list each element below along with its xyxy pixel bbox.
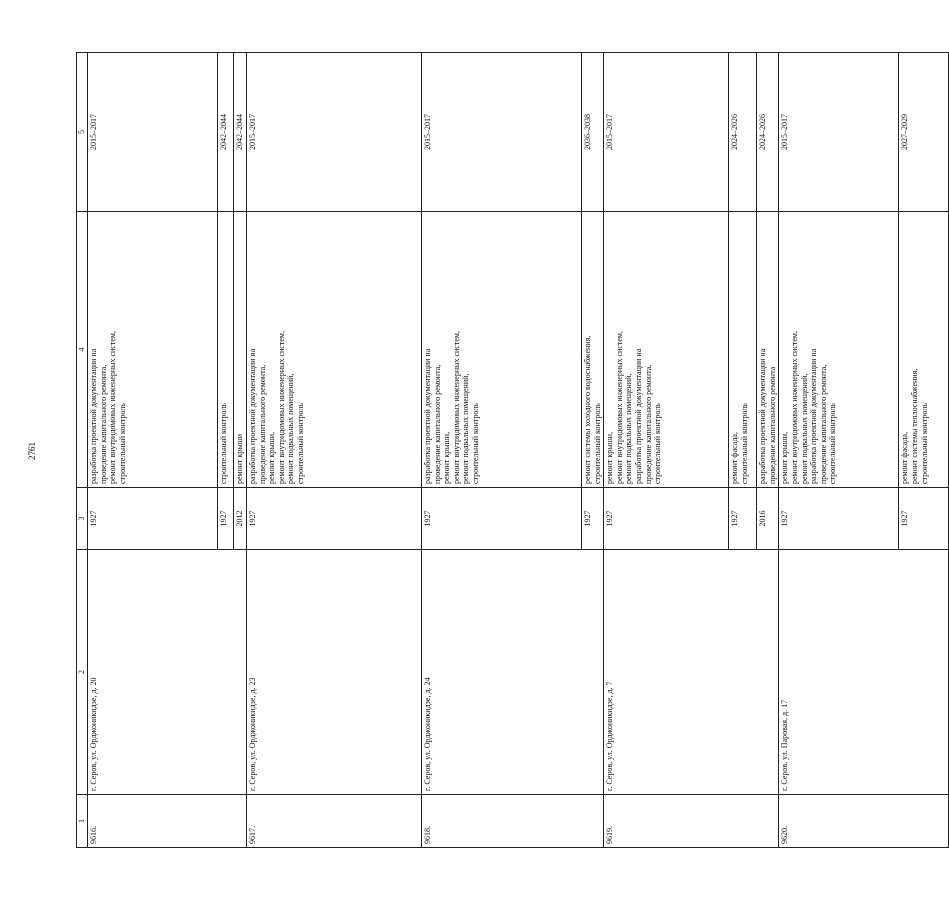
entry-year: 1927	[899, 488, 949, 550]
work-item: ремонт крыши,	[267, 431, 277, 484]
work-item: строительный контроль	[592, 403, 602, 484]
entry-period: 2015–2017	[779, 53, 899, 212]
table-row	[604, 53, 729, 848]
entry-works	[247, 212, 422, 488]
work-item: строительный контроль	[653, 403, 663, 484]
work-item: строительный контроль	[739, 403, 749, 484]
work-item: проведение капитального ремонта,	[643, 364, 653, 484]
entry-works	[757, 212, 779, 488]
work-item: строительный контроль	[219, 403, 228, 484]
entry-year: 1927	[247, 488, 422, 550]
entry-address: г. Серов, ул. Орджоникидзе, д. 20	[88, 550, 247, 795]
work-item: ремонт крыши	[235, 433, 244, 484]
work-item: ремонт крыши,	[780, 431, 790, 484]
entry-works	[729, 212, 757, 488]
entry-period: 2027–2029	[899, 53, 949, 212]
entry-works	[779, 212, 899, 488]
work-item: ремонт внутридомовых инженерных систем,	[108, 331, 118, 484]
work-item: ремонт внутридомовых инженерных систем,	[789, 331, 799, 484]
entry-year: 1927	[779, 488, 899, 550]
work-item: строительный контроль	[117, 403, 127, 484]
work-item: разработка проектной документации на	[758, 348, 768, 484]
table-row	[779, 53, 899, 848]
column-number-row	[77, 53, 88, 848]
column-header-1: 1	[77, 795, 88, 848]
entry-address: г. Серов, ул. Орджоникидзе, д. 7	[604, 550, 779, 795]
entry-period: 2015–2017	[422, 53, 582, 212]
entry-period: 2036–2038	[582, 53, 604, 212]
entry-year: 1927	[88, 488, 218, 550]
work-item: ремонт внутридомовых инженерных систем,	[451, 331, 461, 484]
entry-works	[88, 212, 218, 488]
table-row	[88, 53, 218, 848]
entry-period: 2015–2017	[247, 53, 422, 212]
entry-period: 2042–2044	[234, 53, 247, 212]
work-item: ремонт крыши,	[605, 431, 615, 484]
column-header-4: 4	[77, 212, 88, 488]
entry-address: г. Серов, ул. Орджоникидзе, д. 24	[422, 550, 604, 795]
column-header-2: 2	[77, 550, 88, 795]
work-item: разработка проектной документации на	[423, 348, 432, 484]
work-item: проведение капитального ремонта	[767, 366, 777, 484]
work-item: ремонт подвальных помещений,	[799, 373, 809, 484]
work-item: ремонт подвальных помещений,	[461, 373, 471, 484]
work-item: ремонт фасада,	[730, 432, 740, 484]
rotated-table-container	[76, 78, 929, 848]
work-item: ремонт внутридомовых инженерных систем,	[614, 331, 624, 484]
entry-period: 2015–2017	[604, 53, 729, 212]
entry-number: 9619.	[604, 795, 779, 848]
entry-works	[218, 212, 234, 488]
work-item: строительный контроль	[295, 403, 305, 484]
entry-number: 9620.	[779, 795, 949, 848]
entry-year: 1927	[218, 488, 234, 550]
table-body	[88, 53, 949, 848]
work-item: разработка проектной документации на	[633, 348, 643, 484]
work-item: строительный контроль	[828, 403, 838, 484]
entry-address: г. Серов, ул. Орджоникидзе, д. 23	[247, 550, 422, 795]
column-header-3: 3	[77, 488, 88, 550]
entry-year: 1927	[582, 488, 604, 550]
entry-works	[582, 212, 604, 488]
entry-number: 9618.	[422, 795, 604, 848]
work-item: разработка проектной документации на	[248, 348, 257, 484]
work-item: проведение капитального ремонта,	[257, 364, 267, 484]
entry-works	[234, 212, 247, 488]
entry-year: 2012	[234, 488, 247, 550]
entry-works	[899, 212, 949, 488]
entry-works	[422, 212, 582, 488]
work-item: ремонт системы холодного водоснабжения,	[583, 335, 592, 484]
entry-year: 1927	[604, 488, 729, 550]
entry-works	[604, 212, 729, 488]
work-item: строительный контроль	[919, 403, 929, 484]
repair-schedule-table	[76, 52, 949, 848]
entry-year: 2016	[757, 488, 779, 550]
entry-address: г. Серов, ул. Паровая, д. 17	[779, 550, 949, 795]
entry-period: 2042–2044	[218, 53, 234, 212]
work-item: проведение капитального ремонта,	[818, 364, 828, 484]
work-item: ремонт системы теплоснабжения,	[909, 368, 919, 484]
work-item: ремонт подвальных помещений,	[624, 373, 634, 484]
table-row	[247, 53, 422, 848]
table-row	[422, 53, 582, 848]
work-item: ремонт фасада,	[900, 432, 910, 484]
work-item: ремонт подвальных помещений,	[286, 373, 296, 484]
page-number: 2761	[27, 442, 37, 460]
work-item: ремонт крыши,	[442, 431, 452, 484]
column-header-5: 5	[77, 53, 88, 212]
work-item: ремонт внутридомовых инженерных систем,	[276, 331, 286, 484]
work-item: проведение капитального ремонта,	[432, 364, 442, 484]
entry-year: 1927	[422, 488, 582, 550]
work-item: разработка проектной документации на	[89, 348, 98, 484]
work-item: проведение капитального ремонта,	[98, 364, 108, 484]
entry-period: 2015–2017	[88, 53, 218, 212]
entry-number: 9616.	[88, 795, 247, 848]
entry-period: 2024–2026	[757, 53, 779, 212]
entry-period: 2024–2026	[729, 53, 757, 212]
work-item: разработка проектной документации на	[809, 348, 819, 484]
entry-number: 9617.	[247, 795, 422, 848]
work-item: строительный контроль	[470, 403, 480, 484]
entry-year: 1927	[729, 488, 757, 550]
